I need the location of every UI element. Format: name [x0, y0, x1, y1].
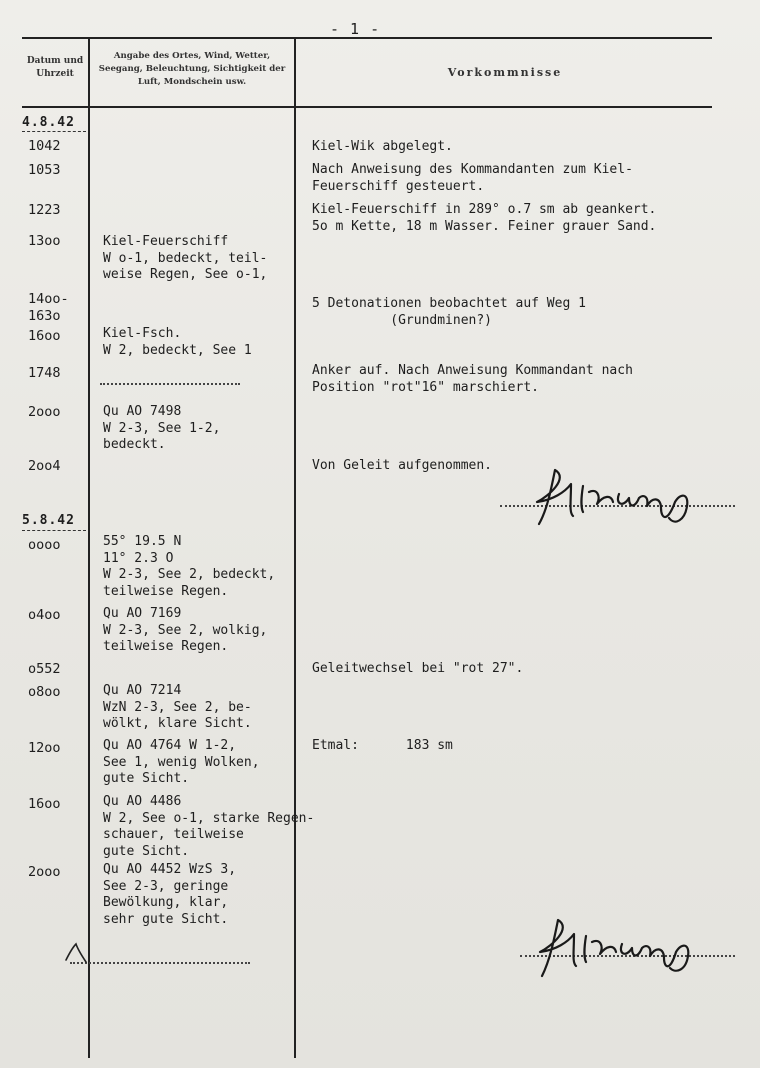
- page-number: - 1 -: [330, 20, 381, 38]
- entry-position: Kiel-Feuerschiff W o-1, bedeckt, teil- weise Regen, See o-1,: [103, 234, 268, 282]
- entry-time: o4oo: [28, 607, 61, 623]
- entry-time: 12oo: [28, 740, 61, 756]
- day-date: 4.8.42: [22, 115, 75, 130]
- signature-icon: [530, 912, 710, 982]
- entry-time: 16oo: [28, 796, 61, 812]
- entry-events: Anker auf. Nach Anweisung Kommandant nach Position "rot"16" marschiert.: [312, 363, 633, 395]
- entry-time: 2oo4: [28, 458, 61, 474]
- entry-events: Etmal: 183 sm: [312, 738, 453, 753]
- entry-position: 55° 19.5 N 11° 2.3 O W 2-3, See 2, bedeckt, teilweise Regen.: [103, 534, 276, 599]
- entry-position: Qu AO 7214 WzN 2-3, See 2, be- wölkt, klare Sicht.: [103, 683, 252, 731]
- entry-time: 1042: [28, 138, 61, 154]
- entry-position: Kiel-Fsch. W 2, bedeckt, See 1: [103, 326, 252, 358]
- day-date: 5.8.42: [22, 513, 75, 528]
- entry-time: 1748: [28, 365, 61, 381]
- header-vorkommnisse: Vorkommnisse: [447, 66, 563, 79]
- entry-events: Kiel-Wik abgelegt.: [312, 139, 453, 154]
- pen-mark-icon: [62, 940, 90, 966]
- entry-time: 2ooo: [28, 404, 61, 420]
- entry-position: Qu AO 4764 W 1-2, See 1, wenig Wolken, gute Sicht.: [103, 738, 260, 786]
- entry-position: Qu AO 7169 W 2-3, See 2, wolkig, teilweise Regen.: [103, 606, 268, 654]
- header-ort: Angabe des Ortes, Wind, Wetter, Seegang, Beleuchtung, Sichtigkeit der Luft, Mondschein usw.: [98, 51, 286, 87]
- entry-time: 1223: [28, 202, 61, 218]
- entry-events: 5 Detonationen beobachtet auf Weg 1 (Grundminen?): [312, 296, 586, 328]
- entry-events: Von Geleit aufgenommen.: [312, 458, 493, 473]
- entry-events: Geleitwechsel bei "rot 27".: [312, 661, 524, 676]
- entry-position: Qu AO 4452 WzS 3, See 2-3, geringe Bewölkung, klar, sehr gute Sicht.: [103, 862, 237, 927]
- entry-position: Qu AO 7498 W 2-3, See 1-2, bedeckt.: [103, 404, 221, 452]
- entry-time: 16oo: [28, 328, 61, 344]
- entry-events: Nach Anweisung des Kommandanten zum Kiel- Feuerschiff gesteuert.: [312, 162, 633, 194]
- entry-time: oooo: [28, 537, 61, 553]
- entry-time: o8oo: [28, 684, 61, 700]
- column-divider-2: [294, 38, 296, 1058]
- dotted-filler: [70, 962, 250, 964]
- entry-position: Qu AO 4486 W 2, See o-1, starke Regen- schauer, teilweise gute Sicht.: [103, 794, 315, 859]
- entry-time: 2ooo: [28, 864, 61, 880]
- date-underline: [22, 529, 86, 531]
- entry-time: 14oo- 163o: [28, 291, 69, 324]
- entry-time: 1053: [28, 162, 61, 178]
- column-divider-1: [88, 38, 90, 1058]
- header-datum: Datum und Uhrzeit: [26, 56, 84, 79]
- entry-time: 13oo: [28, 233, 61, 249]
- signature-icon: [525, 462, 715, 530]
- entry-time: o552: [28, 661, 61, 677]
- header-rule: [22, 106, 712, 108]
- entry-events: Kiel-Feuerschiff in 289° o.7 sm ab geankert. 5o m Kette, 18 m Wasser. Feiner grauer Sand.: [312, 202, 657, 234]
- dotted-filler: [100, 383, 240, 385]
- date-underline: [22, 130, 86, 132]
